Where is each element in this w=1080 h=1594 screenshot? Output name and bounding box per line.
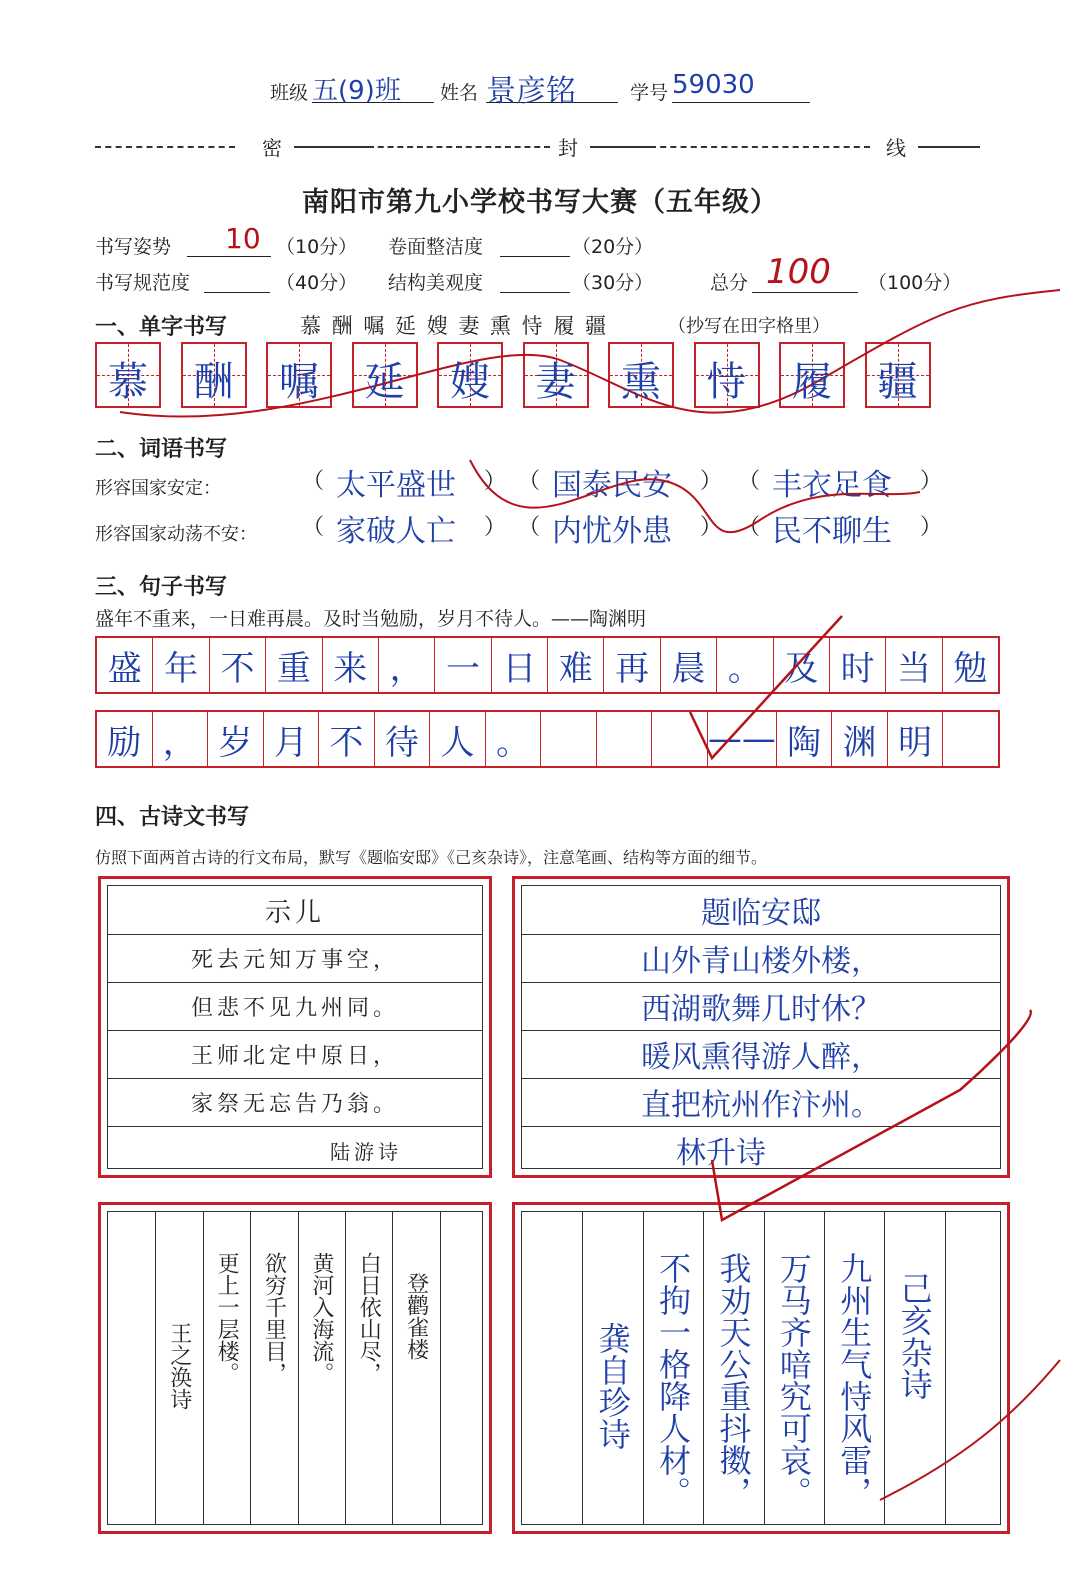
struct-max: （30分） (572, 272, 654, 294)
model-poem-2-box (98, 1202, 492, 1534)
seal-dash-3 (650, 146, 870, 148)
word-answer: 内忧外患 (552, 514, 672, 549)
char-answer: 疆 (877, 359, 918, 405)
char-box (181, 342, 247, 408)
sentence-cell: 难 (548, 638, 604, 692)
answer-poem-2 (521, 1211, 1001, 1525)
poem-column-line (155, 1212, 156, 1524)
sentence-cell: 来 (323, 638, 379, 692)
sentence-cell: ， (379, 638, 435, 692)
paren-left: （ (518, 515, 541, 540)
char-box (352, 342, 418, 408)
poem-column-line (764, 1212, 765, 1524)
seal-line-1 (294, 146, 368, 148)
poem-author: 林升诗 (676, 1136, 766, 1171)
norm-blank (204, 266, 270, 293)
answer-poem-1-box (512, 876, 1010, 1178)
poem-column-line (298, 1212, 299, 1524)
poem-column-line (824, 1212, 825, 1524)
model-poem-2 (107, 1211, 483, 1525)
sentence-cell (541, 712, 597, 766)
paren-left: （ (302, 515, 325, 540)
sentence-cell: 月 (264, 712, 320, 766)
clean-max: （20分） (572, 236, 654, 258)
char-answer: 恃 (706, 359, 747, 405)
sentence-cell: 。 (486, 712, 542, 766)
char-answer: 熏 (621, 359, 661, 405)
norm-label: 书写规范度 (95, 272, 191, 294)
poem-line: 更上一层楼。 (214, 1252, 240, 1384)
sentence-cell: 再 (604, 638, 660, 692)
sentence-cell (943, 712, 998, 766)
section2-title: 二、词语书写 (95, 437, 228, 462)
word-answer: 国泰民安 (552, 468, 672, 503)
char-box (779, 342, 845, 408)
char-answer: 履 (792, 359, 832, 405)
char-box (694, 342, 760, 408)
poem-author: 王之涣诗 (166, 1322, 192, 1410)
total-label: 总分 (710, 272, 749, 294)
sentence-cell: 陶 (777, 712, 833, 766)
paren-left: （ (738, 515, 761, 540)
student-id-value: 59030 (672, 70, 810, 103)
seal-line-3 (918, 146, 980, 148)
poem-line: 家祭无忘告乃翁。 (108, 1078, 482, 1127)
poem-line: 黄河入海流。 (308, 1252, 334, 1384)
paren-right: ） (920, 515, 943, 540)
section4-title: 四、古诗文书写 (95, 805, 250, 830)
char-box (266, 342, 332, 408)
sentence-cell: 当 (886, 638, 942, 692)
poem-column-line (345, 1212, 346, 1524)
seal-xian: 线 (886, 136, 906, 160)
sentence-cell: 岁 (208, 712, 264, 766)
word-answer: 丰衣足食 (772, 468, 892, 503)
poem-author: 龚自珍诗 (593, 1322, 632, 1450)
poem-column-line (582, 1212, 583, 1524)
sentence-cell (652, 712, 708, 766)
posture-label: 书写姿势 (95, 236, 172, 258)
row1-label: 形容国家安定： (95, 478, 221, 499)
paren-right: ） (484, 515, 507, 540)
sentence-cell: 勉 (953, 648, 988, 689)
char-answer: 延 (364, 359, 405, 405)
paren-left: （ (302, 469, 325, 494)
seal-line-2 (590, 146, 650, 148)
sentence-cell: 。 (717, 638, 773, 692)
total-score: 100 (766, 252, 831, 292)
char-answer: 嘱 (279, 359, 319, 405)
model-poem-1-box (98, 876, 492, 1178)
sentence-cell: 渊 (832, 712, 888, 766)
sentence-cell: 日 (492, 638, 548, 692)
sentence-cell: ， (153, 712, 209, 766)
section3-title: 三、句子书写 (95, 575, 228, 600)
poem-title: 登鹳雀楼 (403, 1272, 429, 1360)
poem-title: 题临安邸 (522, 886, 1000, 935)
sentence-cell: 不 (210, 638, 266, 692)
poem-column-line (250, 1212, 251, 1524)
char-answer: 慕 (108, 359, 148, 405)
sentence-cell: 时 (830, 638, 886, 692)
page-title: 南阳市第九小学校书写大赛（五年级） (302, 187, 778, 218)
clean-label: 卷面整洁度 (388, 236, 484, 258)
section1-prompt: 慕 酬 嘱 延 嫂 妻 熏 恃 履 疆 (300, 314, 609, 338)
paren-right: ） (700, 469, 723, 494)
sentence-cell: 不 (319, 712, 375, 766)
sentence-cell: —— (708, 712, 777, 766)
sentence-grid-1 (95, 636, 1000, 694)
section1-title: 一、单字书写 (95, 315, 228, 340)
sentence-cell: 年 (153, 638, 209, 692)
poem-title: 示儿 (108, 886, 482, 935)
poem-line: 九州生气恃风雷， (835, 1252, 874, 1508)
name-value: 景彦铭 (486, 66, 618, 103)
poem-line: 暖风熏得游人醉， (522, 1030, 1000, 1079)
posture-score: 10 (225, 222, 261, 255)
class-label: 班级 (270, 82, 309, 104)
word-answer: 太平盛世 (336, 468, 456, 503)
char-answer: 嫂 (450, 359, 490, 405)
section1-note: （抄写在田字格里） (668, 316, 830, 337)
norm-max: （40分） (276, 272, 358, 294)
paren-right: ） (920, 469, 943, 494)
paren-right: ） (700, 515, 723, 540)
poem-line: 万马齐喑究可哀。 (774, 1252, 813, 1508)
answer-poem-2-box (512, 1202, 1010, 1534)
poem-line: 不拘一格降人材。 (654, 1252, 693, 1508)
posture-max: （10分） (276, 236, 358, 258)
sentence-cell: 励 (97, 712, 153, 766)
sentence-cell: 重 (266, 638, 322, 692)
sentence-cell: 晨 (661, 638, 717, 692)
model-poem-1 (107, 885, 483, 1169)
char-box (437, 342, 503, 408)
poem-line: 王师北定中原日， (108, 1030, 482, 1079)
poem-line: 死去元知万事空， (108, 934, 482, 983)
poem-author: 陆游诗 (330, 1139, 402, 1164)
posture-blank (187, 222, 271, 257)
sentence-cell (597, 712, 653, 766)
poem-line: 欲穷千里目， (261, 1252, 287, 1384)
sentence-cell: 盛 (97, 638, 153, 692)
seal-dash-1 (95, 146, 235, 148)
word-answer: 民不聊生 (772, 514, 892, 549)
struct-label: 结构美观度 (388, 272, 484, 294)
poem-line: 但悲不见九州同。 (108, 982, 482, 1031)
student-id-label: 学号 (630, 82, 669, 104)
poem-column-line (440, 1212, 441, 1524)
model-sentence: 盛年不重来，一日难再晨。及时当勉励，岁月不待人。——陶渊明 (95, 608, 647, 630)
poem-column-line (643, 1212, 644, 1524)
char-answer: 酬 (193, 359, 234, 405)
seal-dash-2 (368, 146, 550, 148)
total-blank (752, 252, 858, 293)
sentence-grid-2 (95, 710, 1000, 768)
sentence-cell: 一 (435, 638, 491, 692)
poem-column-line (392, 1212, 393, 1524)
poem-line: 西湖歌舞几时休？ (522, 982, 1000, 1031)
total-max: （100分） (868, 272, 962, 294)
poem-line: 直把杭州作汴州。 (522, 1078, 1000, 1127)
poem-line: 我劝天公重抖擞， (714, 1252, 753, 1508)
struct-blank (500, 266, 570, 293)
seal-feng: 封 (558, 136, 578, 160)
sentence-cell: 人 (430, 712, 486, 766)
section4-instruction: 仿照下面两首古诗的行文布局，默写《题临安邸》《己亥杂诗》，注意笔画、结构等方面的细节。 (95, 848, 768, 867)
char-box (608, 342, 674, 408)
poem-column-line (884, 1212, 885, 1524)
paren-right: ） (484, 469, 507, 494)
poem-title: 己亥杂诗 (895, 1272, 934, 1400)
poem-line: 山外青山楼外楼， (522, 934, 1000, 983)
poem-column-line (203, 1212, 204, 1524)
char-box (865, 342, 931, 408)
answer-poem-1 (521, 885, 1001, 1169)
name-label: 姓名 (440, 82, 479, 104)
poem-column-line (703, 1212, 704, 1524)
clean-blank (500, 230, 570, 257)
row2-label: 形容国家动荡不安： (95, 524, 257, 545)
poem-line: 白日依山尽， (356, 1252, 382, 1384)
paren-left: （ (738, 469, 761, 494)
char-box (523, 342, 589, 408)
sentence-cell: 及 (774, 638, 830, 692)
sentence-cell: 待 (375, 712, 431, 766)
word-answer: 家破人亡 (336, 514, 456, 549)
seal-mi: 密 (262, 136, 282, 160)
char-answer: 妻 (535, 359, 576, 405)
poem-column-line (945, 1212, 946, 1524)
paren-left: （ (518, 469, 541, 494)
char-box (95, 342, 161, 408)
sentence-cell: 明 (888, 712, 944, 766)
class-value: 五(9)班 (312, 70, 434, 103)
